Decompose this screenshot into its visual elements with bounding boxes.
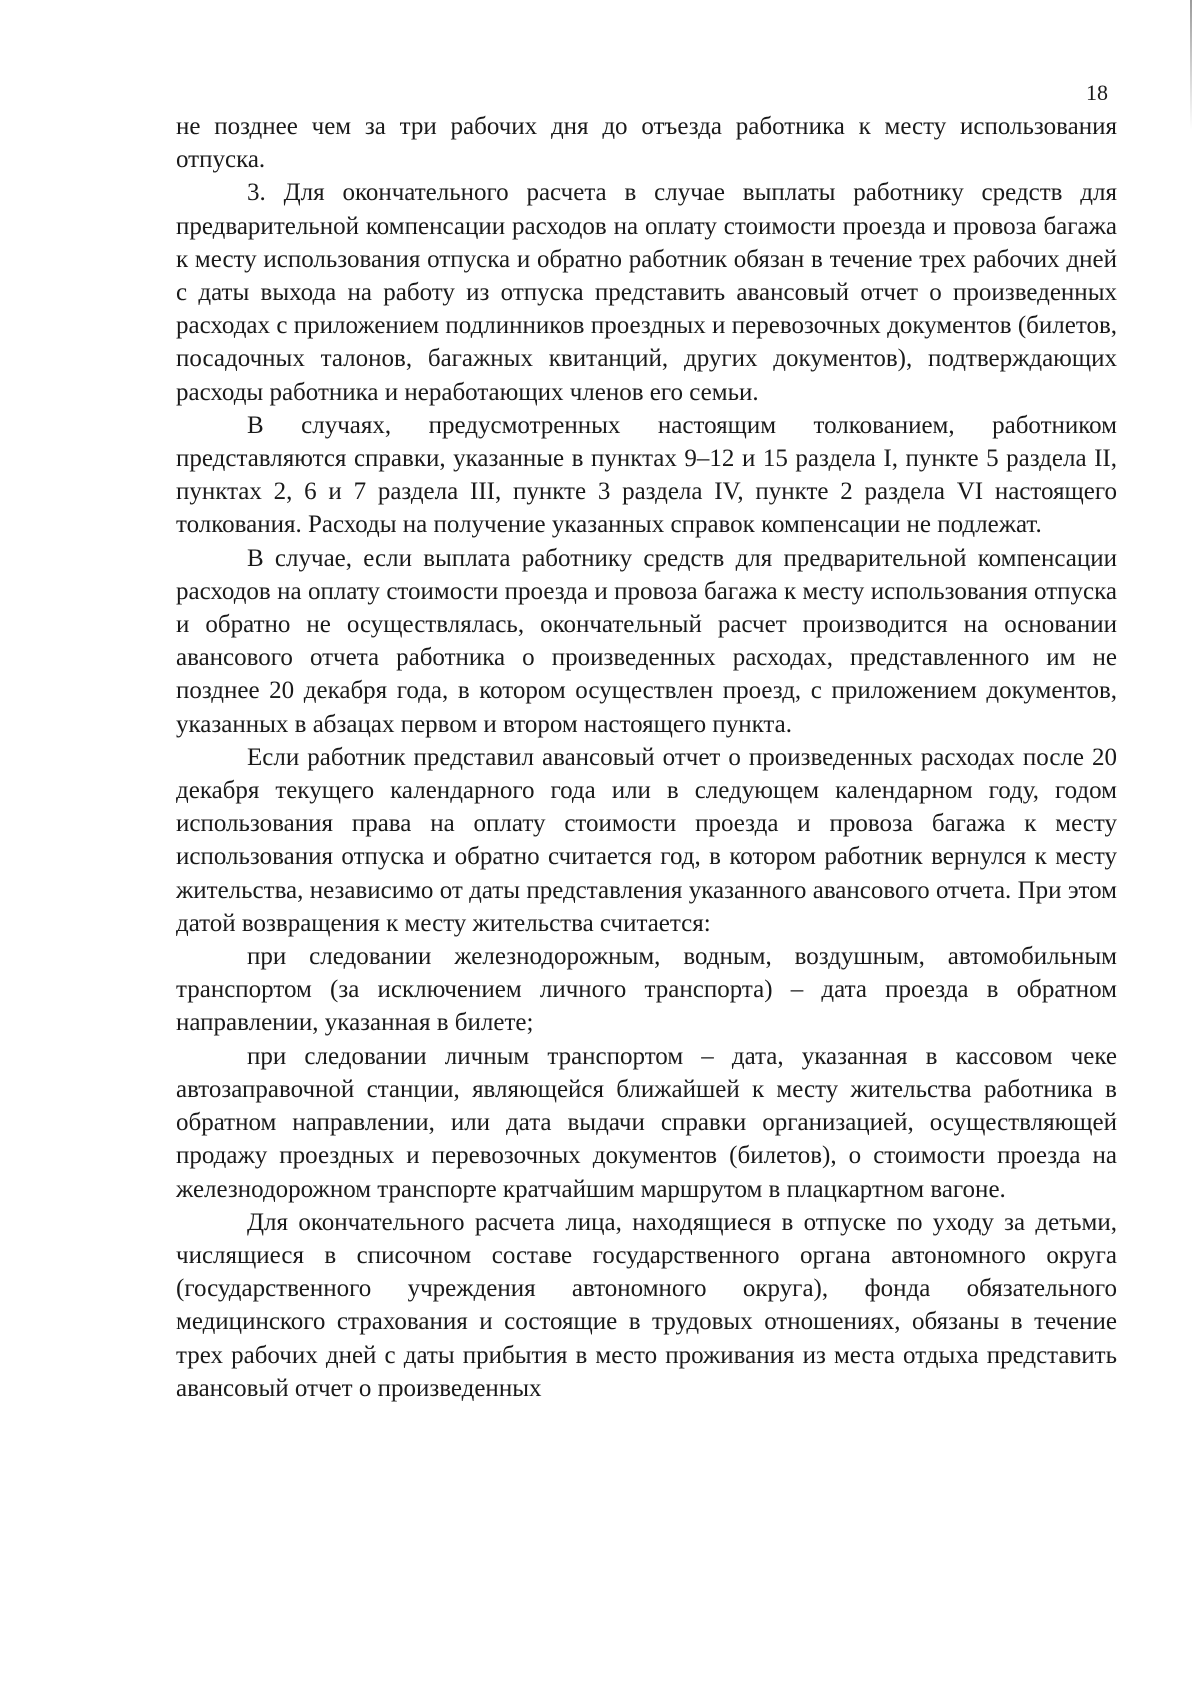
paragraph-item-3: 3. Для окончательного расчета в случае выплаты работнику средств для предварительной компенсации расходов на оплату стоимости проезда и провоза багажа к месту использования отпуска и обратно работник обязан в течение трех рабочих дней с даты выхода на работу из отпуска представить авансовый отчет о произведенных расходах с приложением подлинников проездных и перевозочных документов (билетов, посадочных талонов, багажных квитанций, других документов), подтверждающих расходы работника и неработающих членов его семьи.	[176, 179, 1117, 406]
paragraph-late-report: Если работник представил авансовый отчет о произведенных расходах после 20 декабря текущего календарного года или в следующем календарном году, годом использования права на оплату стоимости проезда и провоза багажа к месту использования отпуска и обратно считается год, в котором работник вернулся к месту жительства, независимо от даты представления указанного авансового отчета. При этом датой возвращения к месту жительства считается:	[176, 743, 1117, 937]
paragraph-certificates: В случаях, предусмотренных настоящим толкованием, работником представляются справки, указанные в пунктах 9–12 и 15 раздела I, пункте 5 раздела II, пунктах 2, 6 и 7 раздела III, пункте 3 раздела IV, пункте 2 раздела VI настоящего толкования. Расходы на получение указанных справок компенсации не подлежат.	[176, 411, 1117, 539]
page-number: 18	[1086, 80, 1108, 105]
paragraph-personal-transport: при следовании личным транспортом – дата, указанная в кассовом чеке автозаправочной станции, являющейся ближайшей к месту жительства работника в обратном направлении, или дата выдачи справки организацией, осуществляющей продажу проездных и перевозочных документов (билетов), о стоимости проезда на железнодорожном транспорте кратчайшим маршрутом в плацкартном вагоне.	[176, 1042, 1117, 1203]
paragraph-continuation: не позднее чем за три рабочих дня до отъезда работника к месту использования отпуска.	[176, 113, 1117, 174]
paragraph-final-settlement: В случае, если выплата работнику средств для предварительной компенсации расходов на оплату стоимости проезда и провоза багажа к месту использования отпуска и обратно не осуществлялась, окончательный расчет производится на основании авансового отчета работника о произведенных расходах, представленного им не позднее 20 декабря года, в котором осуществлен проезд, с приложением документов, указанных в абзацах первом и втором настоящего пункта.	[176, 544, 1117, 738]
scan-edge-mark	[1190, 0, 1192, 130]
paragraph-public-transport: при следовании железнодорожным, водным, воздушным, автомобильным транспортом (за исключением личного транспорта) – дата проезда в обратном направлении, указанная в билете;	[176, 943, 1117, 1037]
document-body	[176, 110, 1117, 1405]
paragraph-childcare-leave: Для окончательного расчета лица, находящиеся в отпуске по уходу за детьми, числящиеся в списочном составе государственного органа автономного округа (государственного учреждения автономного округа), фонда обязательного медицинского страхования и состоящие в трудовых отношениях, обязаны в течение трех рабочих дней с даты прибытия в место проживания из места отдыха представить авансовый отчет о произведенных	[176, 1208, 1117, 1402]
